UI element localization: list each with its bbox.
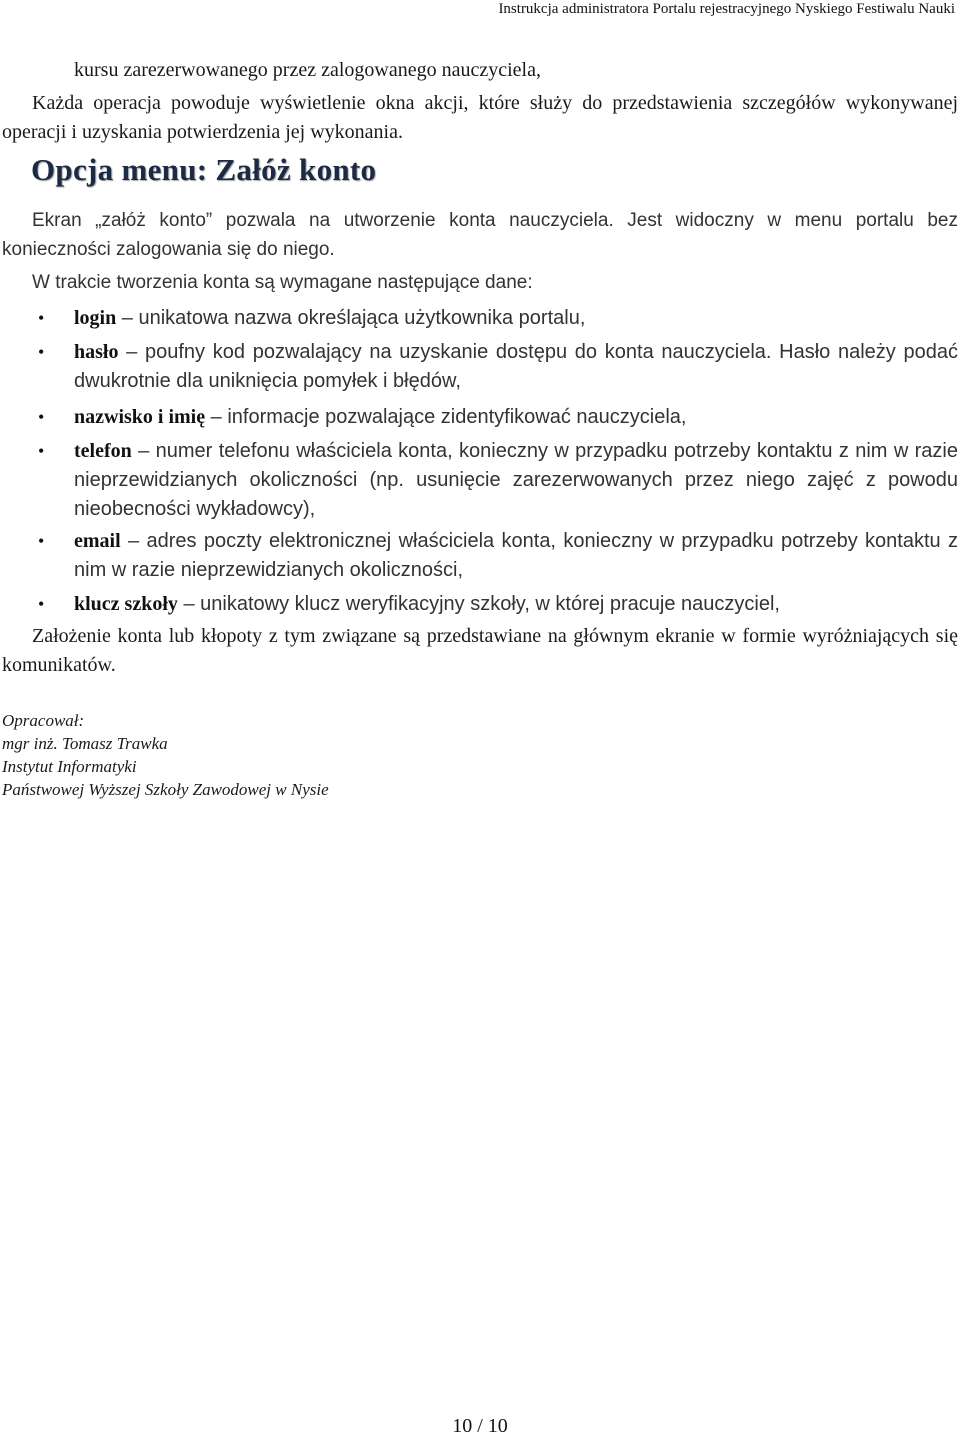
- field-description: – unikatowy klucz weryfikacyjny szkoły, w której pracuje nauczyciel,: [177, 593, 780, 615]
- field-description: – numer telefonu właściciela konta, konieczny w przypadku potrzeby kontaktu z nim w razie nieprzewidzianych okoliczności (np. usunięcie zarezerwowanych przez niego zajęć z powodu nieobecności wykładowcy),: [74, 440, 958, 520]
- closing-paragraph: Założenie konta lub kłopoty z tym związane są przedstawiane na głównym ekranie w formie wyróżniających się komunikatów.: [2, 625, 958, 676]
- field-description: – adres poczty elektronicznej właściciela konta, konieczny w przypadku potrzeby kontaktu z nim w razie nieprzewidzianych okoliczności,: [74, 530, 958, 581]
- bullet-icon: •: [38, 407, 45, 427]
- section-heading: Opcja menu: Załóż konto: [31, 152, 377, 187]
- page-number: 10 / 10: [452, 1415, 508, 1437]
- field-term: email: [74, 530, 121, 552]
- signature-school: Państwowej Wyższej Szkoły Zawodowej w Nysie: [2, 780, 329, 799]
- section-description-paragraph: Ekran „załóż konto” pozwala na utworzenie konta nauczyciela. Jest widoczny w menu portalu bez konieczności zalogowania się do niego.: [2, 210, 958, 260]
- intro-operation-paragraph: Każda operacja powoduje wyświetlenie okna akcji, które służy do przedstawienia szczegółów wykonywanej operacji i uzyskania potwierdzenia jej wykonania.: [2, 92, 958, 143]
- field-description: – informacje pozwalające zidentyfikować nauczyciela,: [205, 406, 687, 428]
- field-term: hasło: [74, 341, 119, 363]
- bullet-icon: •: [38, 342, 45, 362]
- bullet-icon: •: [38, 441, 45, 461]
- intro-continuation-line: kursu zarezerwowanego przez zalogowanego nauczyciela,: [74, 59, 541, 81]
- bullet-icon: •: [38, 531, 45, 551]
- field-term: login: [74, 307, 117, 329]
- field-term: klucz szkoły: [74, 593, 178, 615]
- field-description: – unikatowa nazwa określająca użytkownika portalu,: [116, 307, 586, 329]
- signature-institute: Instytut Informatyki: [2, 757, 137, 776]
- field-term: telefon: [74, 440, 132, 462]
- running-header: Instrukcja administratora Portalu rejestracyjnego Nyskiego Festiwalu Nauki: [498, 1, 955, 17]
- signature-author: mgr inż. Tomasz Trawka: [2, 734, 168, 753]
- bullet-icon: •: [38, 308, 45, 328]
- field-term: nazwisko i imię: [74, 406, 206, 428]
- required-data-intro: W trakcie tworzenia konta są wymagane następujące dane:: [32, 272, 533, 293]
- field-description: – poufny kod pozwalający na uzyskanie dostępu do konta nauczyciela. Hasło należy podać dwukrotnie dla uniknięcia pomyłek i błędów,: [74, 341, 958, 392]
- signature-label: Opracował:: [2, 711, 85, 730]
- bullet-icon: •: [38, 594, 45, 614]
